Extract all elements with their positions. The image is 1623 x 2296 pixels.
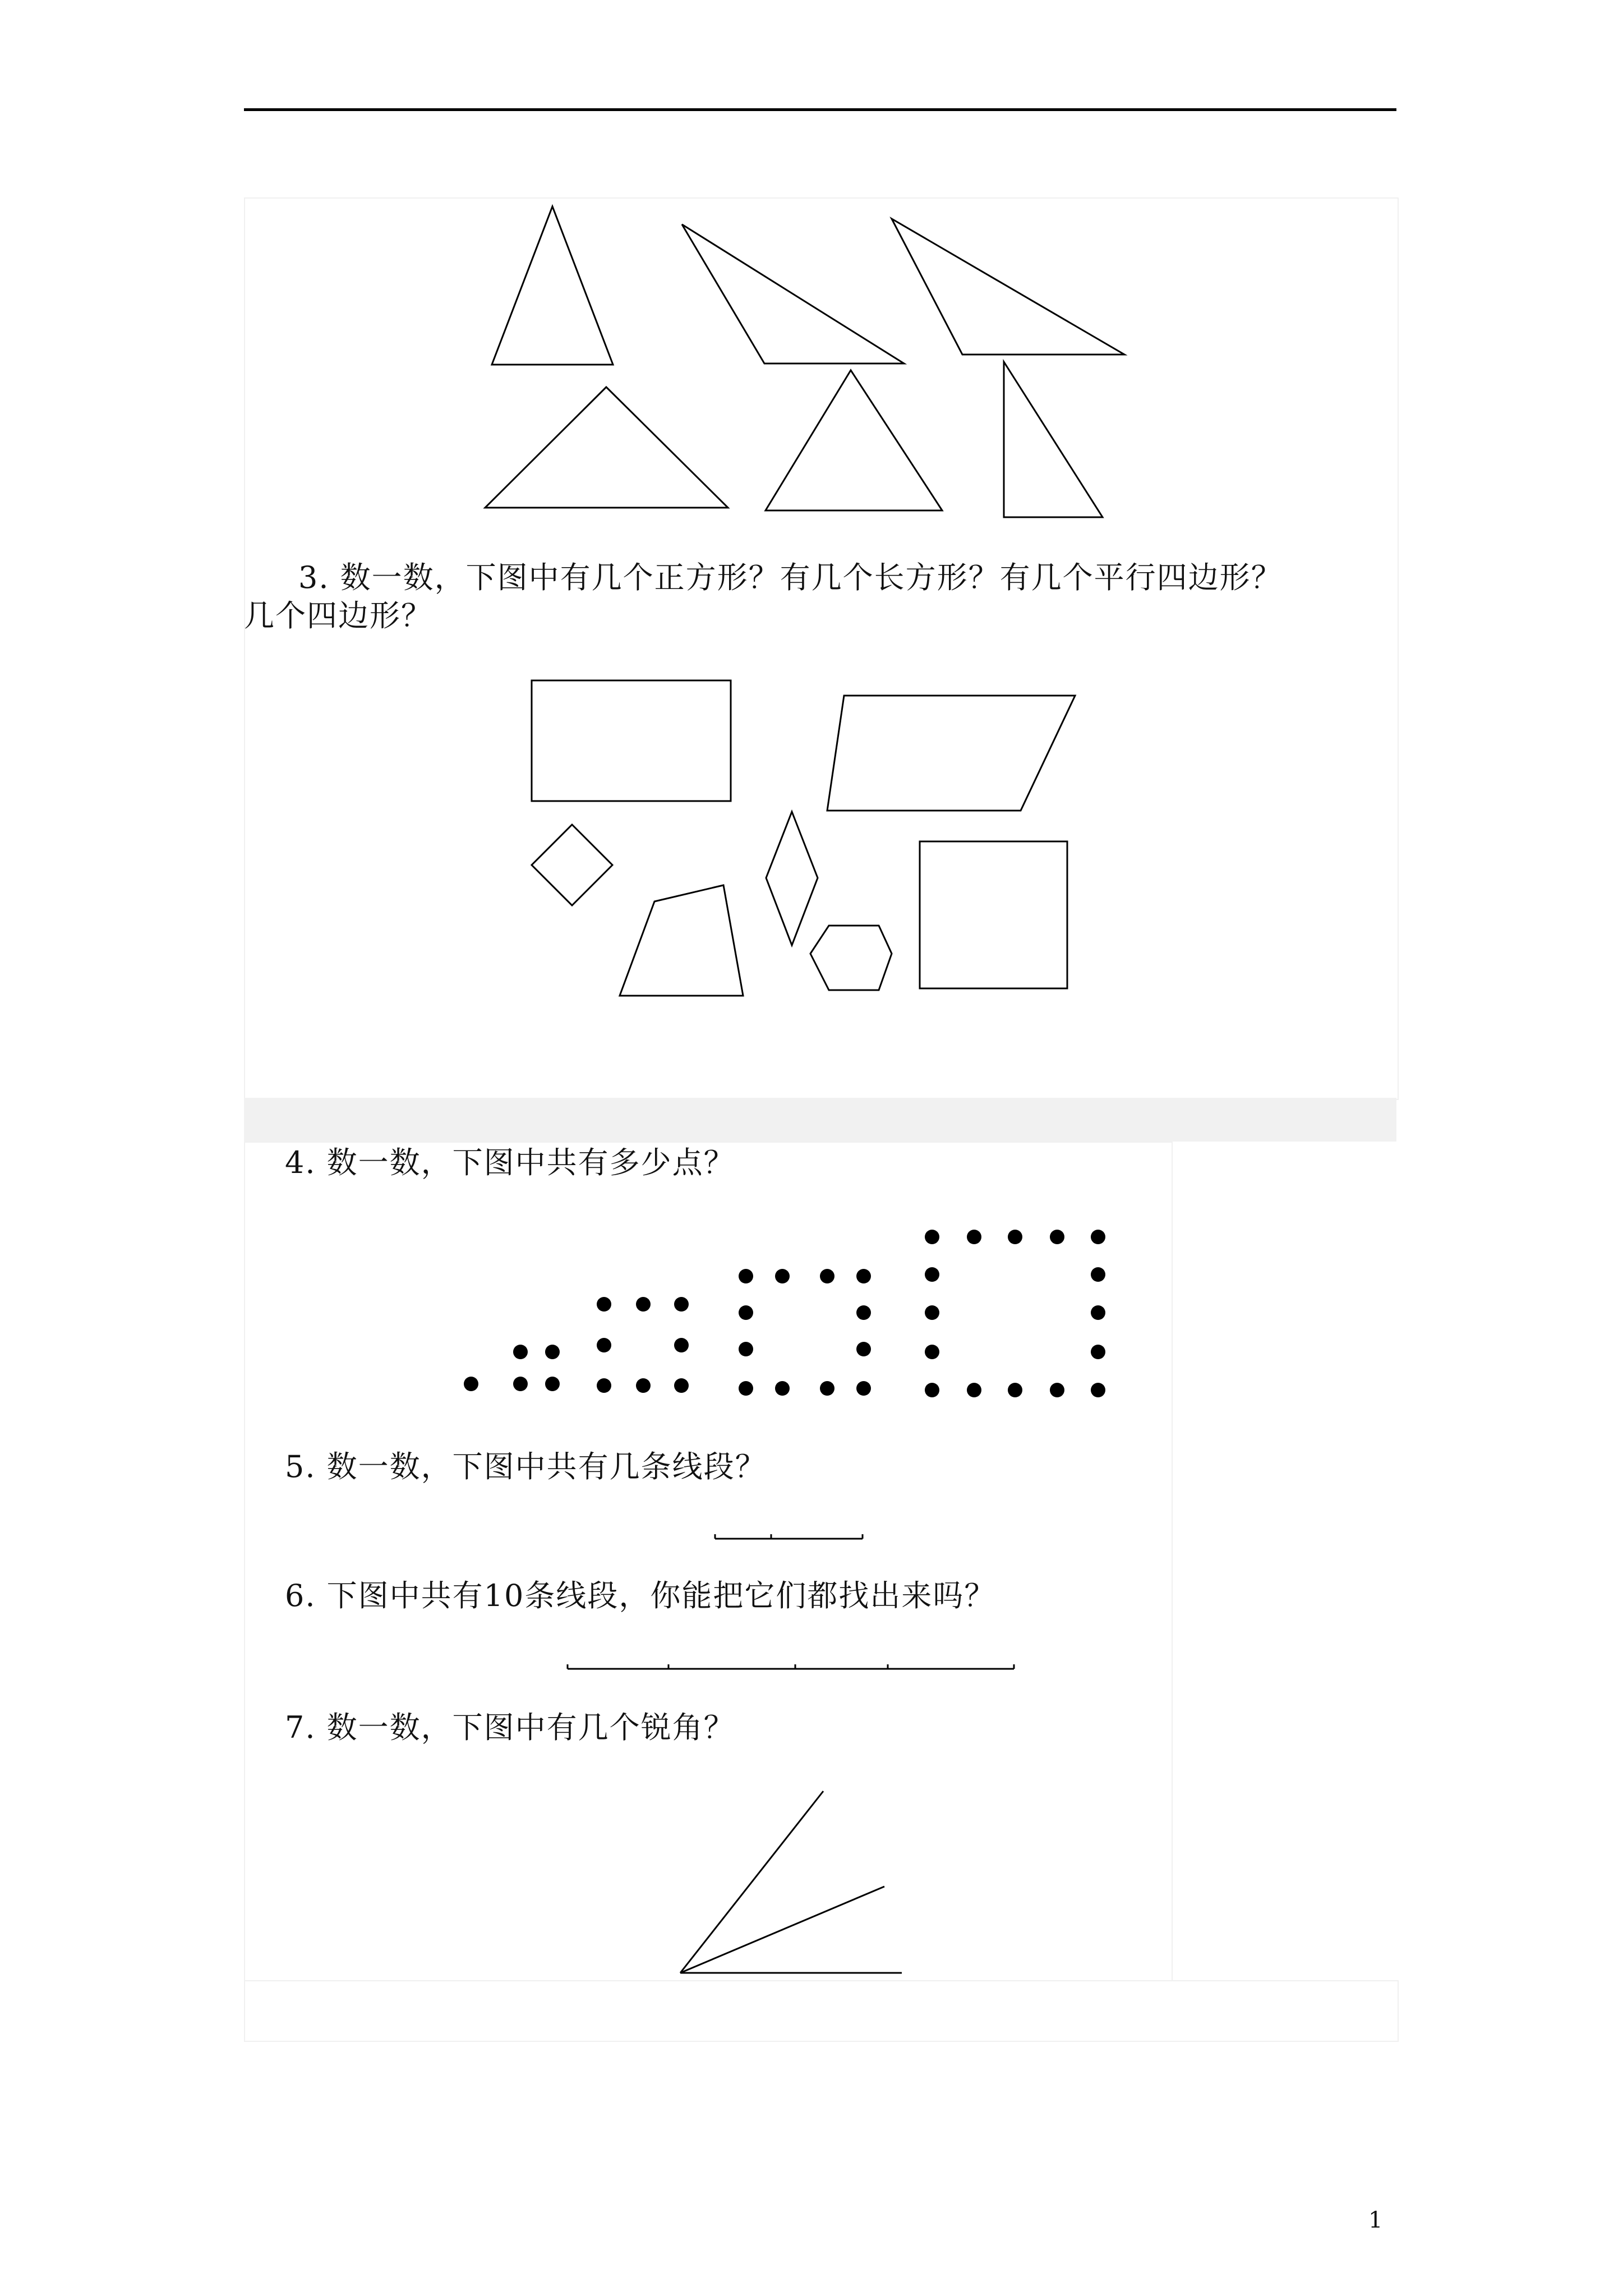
question-5: 5. 数一数，下图中共有几条线段？ bbox=[285, 1449, 767, 1484]
dot bbox=[1091, 1305, 1105, 1320]
dot bbox=[597, 1378, 611, 1393]
dot bbox=[674, 1338, 689, 1352]
tilted-square bbox=[532, 825, 612, 905]
dot bbox=[1091, 1230, 1105, 1244]
dot bbox=[1008, 1383, 1022, 1397]
dot bbox=[597, 1297, 611, 1312]
dot bbox=[925, 1305, 939, 1320]
angle-ray-middle bbox=[680, 1887, 884, 1973]
dot bbox=[775, 1269, 790, 1283]
dot bbox=[925, 1345, 939, 1359]
dot bbox=[739, 1381, 753, 1396]
parallelogram bbox=[827, 696, 1075, 811]
triangle-obtuse-1 bbox=[682, 224, 904, 364]
dot bbox=[967, 1383, 981, 1397]
dot bbox=[545, 1345, 560, 1359]
dot bbox=[636, 1378, 651, 1393]
dot bbox=[925, 1383, 939, 1397]
dot bbox=[820, 1269, 834, 1283]
dot bbox=[464, 1377, 478, 1391]
quadrilateral bbox=[620, 885, 743, 996]
triangle-obtuse-2 bbox=[892, 219, 1124, 355]
dot bbox=[513, 1377, 528, 1391]
dot bbox=[1050, 1230, 1064, 1244]
dot bbox=[1091, 1345, 1105, 1359]
dot bbox=[775, 1381, 790, 1396]
dot bbox=[856, 1269, 871, 1283]
dot bbox=[739, 1305, 753, 1320]
dot bbox=[597, 1338, 611, 1352]
hexagon bbox=[810, 926, 892, 990]
dot bbox=[545, 1377, 560, 1391]
dot bbox=[674, 1378, 689, 1393]
question-6: 6. 下图中共有10条线段，你能把它们都找出来吗？ bbox=[285, 1578, 996, 1613]
dot bbox=[967, 1230, 981, 1244]
dot bbox=[739, 1269, 753, 1283]
dot bbox=[820, 1381, 834, 1396]
question-3-line-2: 几个四边形？ bbox=[244, 598, 432, 633]
rectangle bbox=[532, 680, 731, 801]
triangle-right bbox=[1004, 362, 1103, 517]
question-4: 4. 数一数，下图中共有多少点？ bbox=[285, 1145, 735, 1180]
triangle-right-isosceles bbox=[485, 387, 728, 508]
question-7: 7. 数一数，下图中有几个锐角？ bbox=[285, 1710, 735, 1745]
page-number: 1 bbox=[1368, 2207, 1383, 2233]
dot bbox=[925, 1230, 939, 1244]
dot bbox=[1091, 1267, 1105, 1282]
rhombus bbox=[766, 812, 818, 945]
dot-patterns bbox=[464, 1230, 1105, 1397]
dot bbox=[1091, 1383, 1105, 1397]
triangle-acute bbox=[492, 206, 613, 365]
dot bbox=[1050, 1383, 1064, 1397]
dot bbox=[856, 1342, 871, 1356]
dot bbox=[856, 1305, 871, 1320]
square bbox=[920, 841, 1067, 988]
dot bbox=[513, 1345, 528, 1359]
dot bbox=[674, 1297, 689, 1312]
dot bbox=[856, 1381, 871, 1396]
dot bbox=[925, 1267, 939, 1282]
question-3-line-1: 3. 数一数，下图中有几个正方形？有几个长方形？有几个平行四边形？ bbox=[298, 560, 1283, 595]
angle-ray-upper bbox=[680, 1791, 823, 1973]
dot bbox=[636, 1297, 651, 1312]
dot bbox=[1008, 1230, 1022, 1244]
dot bbox=[739, 1342, 753, 1356]
triangle-equilateral bbox=[766, 370, 942, 510]
